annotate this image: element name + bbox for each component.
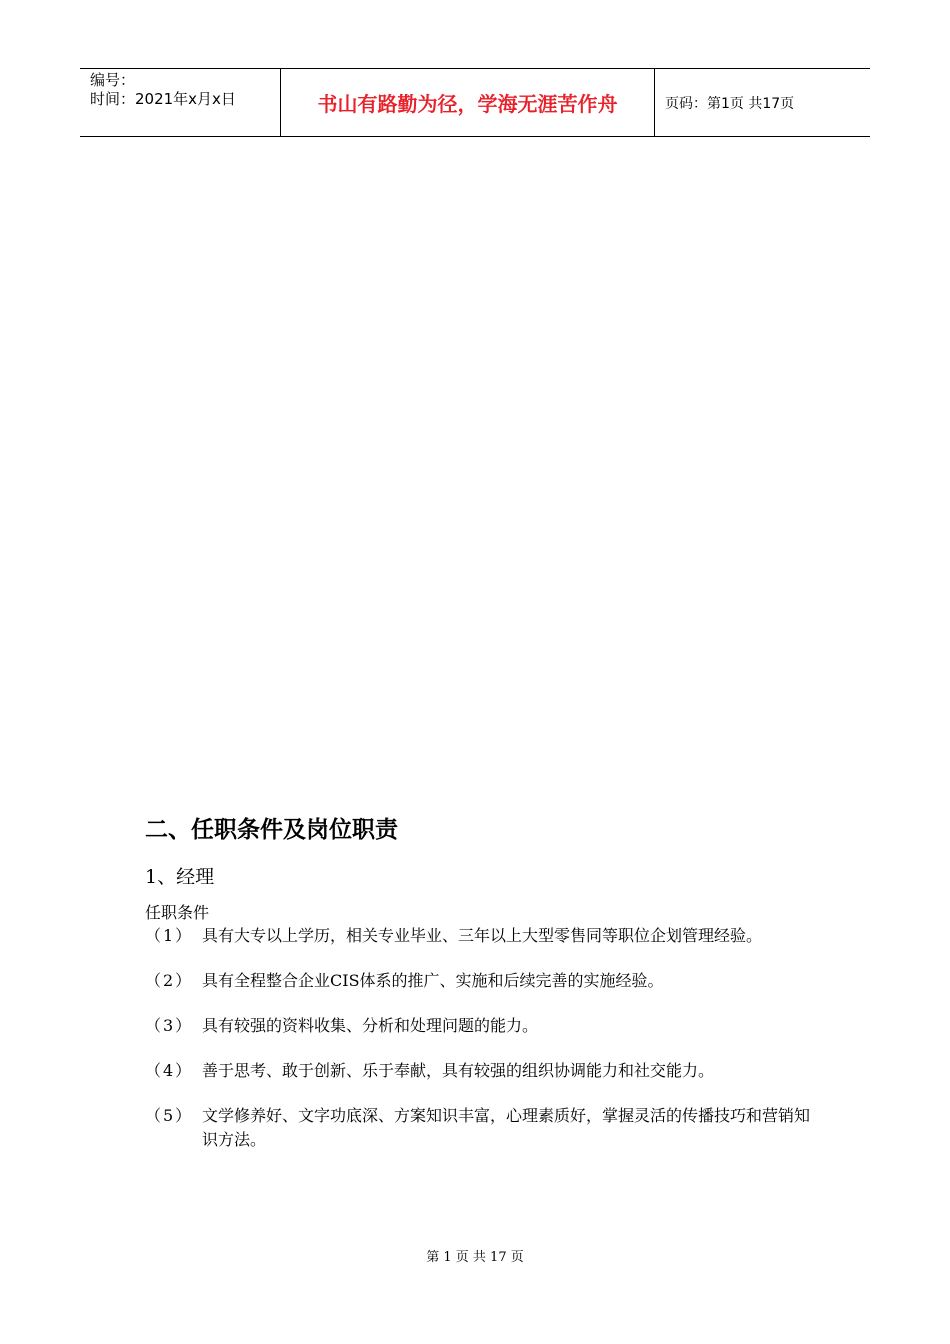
page-footer: 第 1 页 共 17 页 bbox=[426, 1250, 524, 1265]
section-subtitle: 1、经理 bbox=[145, 866, 215, 888]
document-body bbox=[145, 812, 810, 1173]
item-number: （1） bbox=[145, 926, 194, 945]
list-item bbox=[145, 1104, 810, 1152]
section-title: 二、任职条件及岗位职责 bbox=[145, 817, 398, 843]
item-number: （5） bbox=[145, 1106, 194, 1125]
item-text: 文学修养好、文字功底深、方案知识丰富，心理素质好，掌握灵活的传播技巧和营销知识方法。 bbox=[202, 1106, 811, 1149]
header-page-info: 页码：第1页 共17页 bbox=[665, 95, 795, 112]
header-meta bbox=[80, 69, 281, 136]
item-number: （2） bbox=[145, 971, 194, 990]
item-number: （3） bbox=[145, 1016, 194, 1035]
requirements-label: 任职条件 bbox=[145, 903, 210, 922]
date-label: 时间：2021年x月x日 bbox=[90, 90, 236, 108]
item-text: 具有全程整合企业CIS体系的推广、实施和后续完善的实施经验。 bbox=[202, 971, 664, 990]
header-motto: 书山有路勤为径，学海无涯苦作舟 bbox=[281, 69, 655, 136]
list-item bbox=[145, 1014, 810, 1038]
page-header bbox=[80, 68, 870, 137]
list-item bbox=[145, 1059, 810, 1083]
item-number: （4） bbox=[145, 1061, 194, 1080]
list-item bbox=[145, 924, 810, 948]
list-item bbox=[145, 969, 810, 993]
serial-label: 编号： bbox=[90, 71, 136, 89]
item-text: 具有较强的资料收集、分析和处理问题的能力。 bbox=[202, 1016, 539, 1035]
item-text: 具有大专以上学历，相关专业毕业、三年以上大型零售同等职位企划管理经验。 bbox=[202, 926, 763, 945]
item-text: 善于思考、敢于创新、乐于奉献，具有较强的组织协调能力和社交能力。 bbox=[202, 1061, 715, 1080]
